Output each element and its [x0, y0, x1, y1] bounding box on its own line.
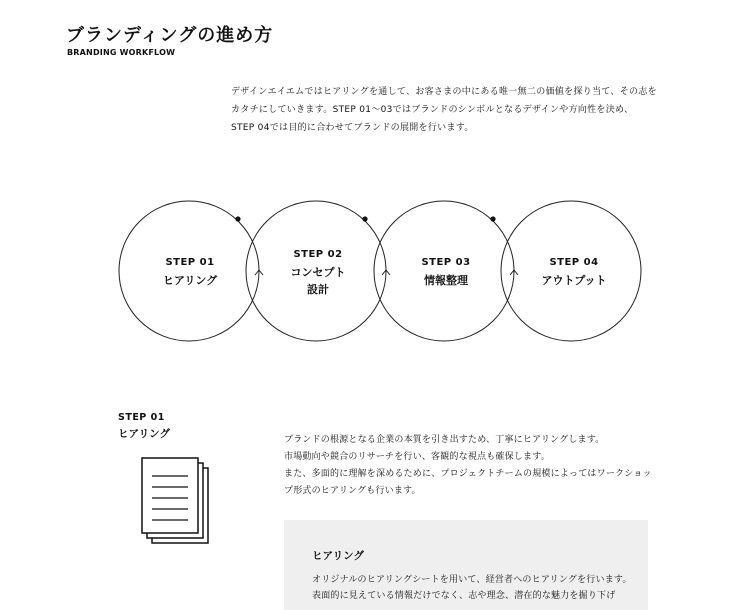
step-name: ヒアリング — [162, 274, 218, 287]
flow-start-dot — [490, 216, 495, 221]
step-label: STEP 03 — [421, 257, 471, 268]
step-circle-1 — [119, 201, 259, 341]
intro-line: STEP 04では目的に合わせてブランドの展開を行います。 — [231, 123, 474, 133]
workflow-diagram — [0, 190, 743, 360]
detail-step-label: STEP 01 — [118, 412, 165, 423]
step-name: コンセプト — [290, 266, 346, 279]
intro-line: デザインエイエムではヒアリングを通して、お客さまの中にある唯一無二の価値を探り当て、その志を — [231, 87, 657, 97]
step-circle-4 — [501, 201, 641, 341]
box-line: 表面的に見えている情報だけでなく、志や理念、潜在的な魅力を掘り下げ — [312, 591, 616, 601]
step-name: アウトプット — [541, 274, 607, 287]
flow-start-dot — [362, 216, 367, 221]
step-label: STEP 02 — [293, 249, 343, 260]
step-name: 設計 — [307, 283, 329, 296]
description-line: ブランドの根源となる企業の本質を引き出すため、丁寧にヒアリングします。 — [284, 435, 605, 445]
box-title: ヒアリング — [312, 550, 364, 562]
hearing-info-box — [284, 520, 648, 610]
step-circle-3 — [374, 201, 514, 341]
page-subtitle: BRANDING WORKFLOW — [67, 48, 176, 57]
intro-line: カタチにしていきます。STEP 01～03ではブランドのシンボルとなるデザインや方向性を決め、 — [231, 105, 634, 115]
detail-step-name: ヒアリング — [118, 428, 170, 440]
description-line: プ形式のヒアリングも行います。 — [284, 486, 421, 496]
detail-description — [284, 432, 652, 500]
intro-text — [231, 83, 671, 137]
step-name: 情報整理 — [424, 274, 468, 287]
step-label: STEP 01 — [165, 257, 215, 268]
box-text — [312, 572, 632, 604]
page-title: ブランディングの進め方 — [66, 25, 274, 46]
description-line: 市場動向や競合のリサーチを行い、客観的な視点も確保します。 — [284, 452, 550, 462]
description-line: また、多面的に理解を深めるために、プロジェクトチームの規模によってはワークショッ — [284, 469, 652, 479]
flow-start-dot — [235, 216, 240, 221]
step-label: STEP 04 — [549, 257, 599, 268]
documents-icon — [140, 456, 215, 546]
box-line: オリジナルのヒアリングシートを用いて、経営者へのヒアリングを行います。 — [312, 575, 632, 585]
